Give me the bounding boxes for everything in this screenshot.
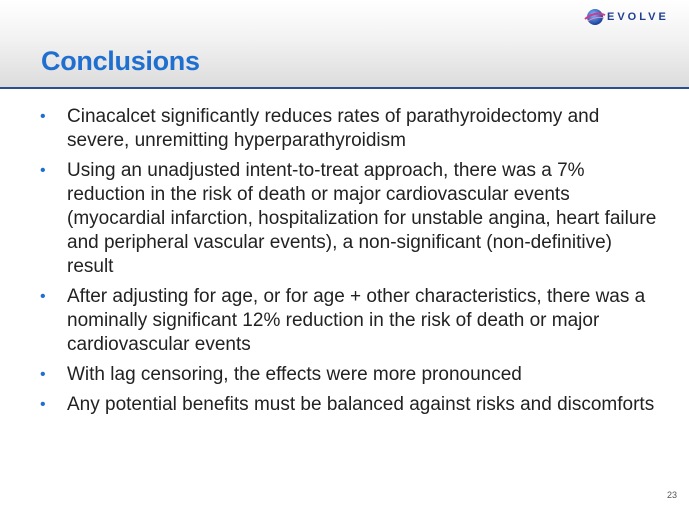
evolve-logo [584,6,680,28]
bullet-item [40,393,660,417]
bullet-dot-icon: • [40,288,46,305]
bullet-dot-icon: • [40,366,46,383]
bullet-dot-icon: • [40,162,46,179]
bullet-text: Using an unadjusted intent-to-treat approach, there was a 7% reduction in the risk of death or major cardiovascular events (myocardial infarction, hospitalization for unstable angina, heart failure and peripheral vascular events), a non-significant (non-definitive) result [67,160,657,277]
bullet-text: After adjusting for age, or for age + other characteristics, there was a nominally significant 12% reduction in the risk of death or major cardiovascular events [67,286,646,355]
bullet-text: Cinacalcet significantly reduces rates of parathyroidectomy and severe, unremitting hyperparathyroidism [67,106,600,151]
bullet-list [40,105,660,423]
bullet-text: With lag censoring, the effects were more pronounced [67,364,522,385]
bullet-item [40,285,660,357]
bullet-dot-icon: • [40,396,46,413]
bullet-item [40,105,660,153]
header-divider [0,87,689,89]
bullet-item [40,363,660,387]
slide-title: Conclusions [41,46,200,76]
bullet-text: Any potential benefits must be balanced against risks and discomforts [67,394,655,415]
bullet-item [40,159,660,279]
bullet-dot-icon: • [40,108,46,125]
page-number: 23 [667,490,678,500]
logo-text: EVOLVE [607,11,669,23]
globe-icon [584,6,606,28]
